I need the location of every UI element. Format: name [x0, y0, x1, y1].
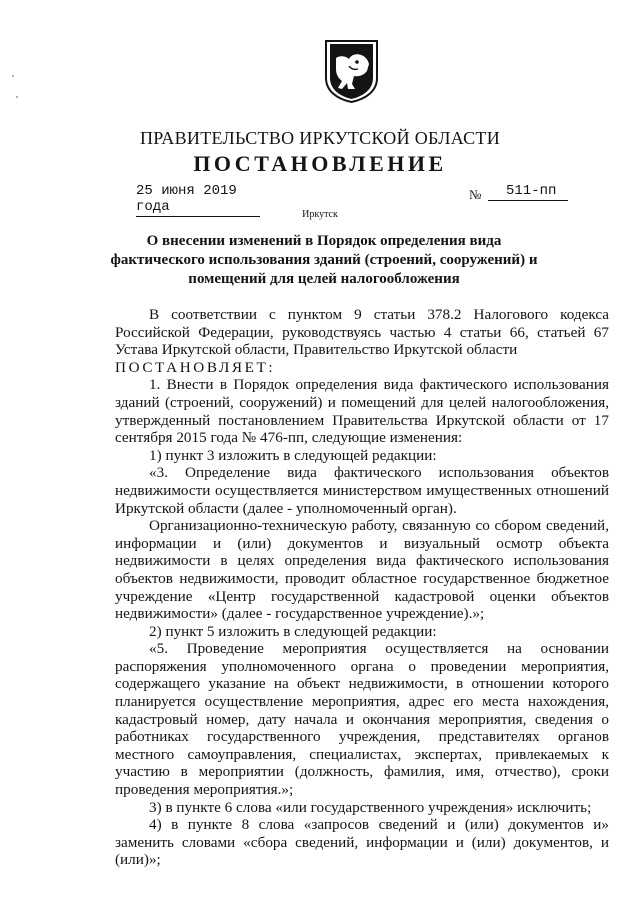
document-body: [115, 306, 609, 869]
subitem-1-text-a: «3. Определение вида фактического использования объектов недвижимости осуществляется министерством имущественных отношений Иркутской области (далее - уполномоченный орган).: [115, 464, 609, 517]
document-number: 511-пп: [488, 183, 568, 201]
number-sign: №: [469, 187, 482, 202]
document-heading: О внесении изменений в Порядок определения вида фактического использования зданий (строений, сооружений) и помещений для целей налогообложения: [110, 233, 538, 287]
resolves-line: ПОСТАНОВЛЯЕТ:: [115, 358, 276, 376]
item-1-paragraph: 1. Внести в Порядок определения вида фактического использования зданий (строений, сооружений) и помещений для целей налогообложения, утвержденный постановлением Правительства Иркутской области от 17 сентября 2015 года № 476-пп, следующие изменения:: [115, 376, 609, 447]
document-type: ПОСТАНОВЛЕНИЕ: [193, 151, 447, 176]
subitem-3-paragraph: 3) в пункте 6 слова «или государственного учреждения» исключить;: [149, 798, 592, 816]
document-date: 25 июня 2019 года: [136, 183, 260, 217]
scan-mark: [16, 96, 18, 98]
coat-of-arms-icon: [324, 38, 379, 104]
government-name: ПРАВИТЕЛЬСТВО ИРКУТСКОЙ ОБЛАСТИ: [139, 128, 501, 148]
subitem-2-heading: 2) пункт 5 изложить в следующей редакции:: [149, 622, 437, 640]
scan-mark: [12, 75, 14, 77]
subitem-4-paragraph: 4) в пункте 8 слова «запросов сведений и (или) документов и» заменить словами «сбора сведений, информации и (или) документов, и (или)»;: [115, 816, 609, 869]
city-name: Иркутск: [302, 209, 338, 220]
subitem-1-text-b: Организационно-техническую работу, связанную со сбором сведений, информации и (или) документов и визуальный осмотр объекта недвижимости в целях определения вида фактического использования объектов недвижимости, проводит областное государственное бюджетное учреждение «Центр государственной кадастровой оценки объектов недвижимости» (далее - государственное учреждение).»;: [115, 517, 609, 623]
subitem-1-heading: 1) пункт 3 изложить в следующей редакции:: [149, 446, 437, 464]
preamble-paragraph: В соответствии с пунктом 9 статьи 378.2 Налогового кодекса Российской Федерации, руководствуясь частью 4 статьи 66, статьей 67 Устава Иркутской области, Правительство Иркутской области: [115, 306, 609, 359]
subitem-2-text: «5. Проведение мероприятия осуществляется на основании распоряжения уполномоченного органа о проведении мероприятия, содержащего указание на объект недвижимости, в отношении которого планируется осуществление мероприятия, адрес его места нахождения, кадастровый номер, дату начала и окончания мероприятия, сведения о работниках государственного учреждения, представителях органов местного самоуправления, специалистах, экспертах, привлекаемых к участию в мероприятии (должность, фамилия, имя, отчество), сроки проведения мероприятия.»;: [115, 640, 609, 799]
